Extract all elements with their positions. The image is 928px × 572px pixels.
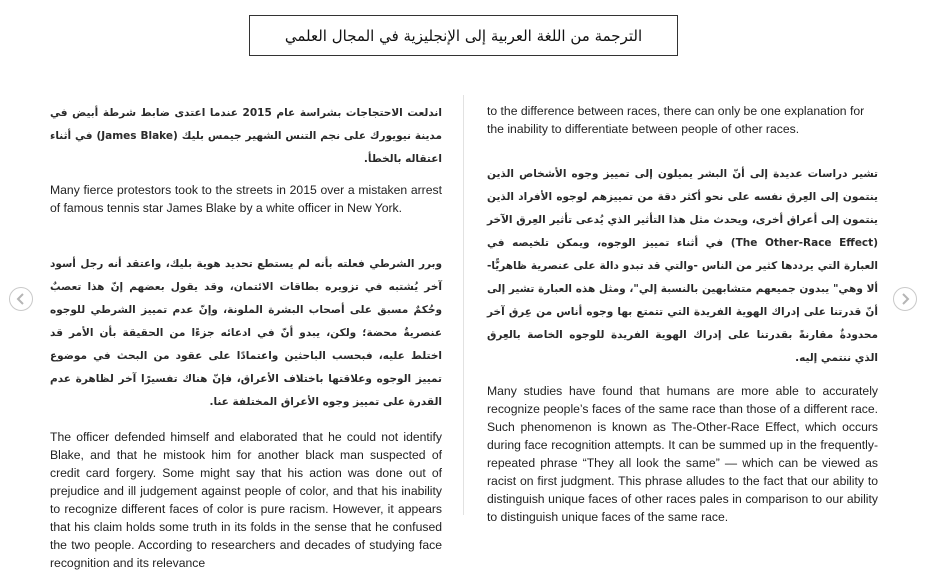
chevron-left-icon bbox=[16, 293, 26, 305]
next-page-button[interactable] bbox=[893, 287, 917, 311]
english-paragraph-1: Many fierce protestors took to the streets in 2015 over a mistaken arrest of famous tennis star James Blake by a white officer in New York. bbox=[50, 183, 442, 215]
arabic-paragraph-1: اندلعت الاحتجاجات بشراسة عام 2015 عندما اعتدى ضابط شرطة أبيض في مدينة نيويورك على نجم التنس الشهير جيمس بليك (James Blake) في أثناء اعتقاله بالخطأ. bbox=[50, 107, 442, 165]
page-title bbox=[249, 15, 678, 56]
english-paragraph-0: to the difference between races, there can only be one explanation for the inability to differentiate between people of other races. bbox=[487, 104, 865, 136]
chevron-right-icon bbox=[900, 293, 910, 305]
previous-page-button[interactable] bbox=[9, 287, 33, 311]
right-text-column bbox=[487, 102, 878, 526]
page-title-text: الترجمة من اللغة العربية إلى الإنجليزية في المجال العلمي bbox=[284, 26, 643, 45]
english-paragraph-2: The officer defended himself and elaborated that he could not identify Blake, and that he mistook him for another black man suspected of credit card forgery. Some might say that his action was done out of prejudice and ill judgement against people of color, and that his inability to recognize different faces of color is pure racism. However, it appears that his claim holds some truth in its folds in the sense that he confused the two people. According to researchers and decades of studying face recognition and its relevance bbox=[50, 430, 442, 570]
column-divider bbox=[463, 95, 464, 515]
english-paragraph-3: Many studies have found that humans are more able to accurately recognize people’s faces of the same race than those of a different race. Such phenomenon is known as The-Other-Race Effect, which occurs during face recognition attempts. It can be summed up in the frequently-repeated phrase “They all look the same” — which can be viewed as racist on first judgment. This phrase alludes to the fact that our ability to distinguish unique faces of other races pales in comparison to our ability to distinguish unique faces of the same race. bbox=[487, 384, 878, 524]
left-text-column bbox=[50, 102, 442, 572]
arabic-paragraph-3: تشير دراسات عديدة إلى أنّ البشر يميلون إلى تمييز وجوه الأشخاص الذين ينتمون إلى العِرق نفسه على نحو أكثر دقة من تمييزهم لوجوه الأفراد الذين ينتمون إلى أعراق أخرى، ويحدث مثل هذا التأثير الذي يُدعى تأثير العِرق الآخر (The Other-Race Effect) في أثناء تمييز الوجوه، ويمكن تلخيصه في العبارة التي يرددها كثير من الناس -والتي قد تبدو دالة على عنصرية ظاهريًّا- ألا وهي" يبدون جميعهم متشابهين بالنسبة إلي"، ومثل هذه العبارة تشير إلى أنّ قدرتنا على إدراك الهوية الفريدة التي تتمتع بها وجوه أناس من عِرق آخر محدودةٌ مقارنةً بقدرتنا على إدراك الهوية الفريدة للوجوه الخاصة بالعِرق الذي ننتمي إليه. bbox=[487, 168, 878, 364]
arabic-paragraph-2: وبرر الشرطي فعلته بأنه لم يستطع تحديد هوية بليك، واعتقد أنه رجل أسود آخر يُشتبه في تزويره بطاقات الائتمان، وقد يقول بعضهم إنّ هذا تعصبٌ وحُكمٌ مسبق على أصحاب البشرة الملونة، وإنّ عدم تمييز الشرطي للوجوه عنصريةٌ محضة؛ ولكن، يبدو أنّ في ادعائه جزءًا من الحقيقة بأن الأمر قد اختلط عليه، فبحسب الباحثين واعتمادًا على عقود من البحث في موضوع تمييز الوجوه وعلاقتها باختلاف الأعراق، فإنّ هناك تفسيرًا آخر لظاهرة عدم القدرة على تمييز وجوه الأعراق المختلفة عنا. bbox=[50, 258, 442, 408]
